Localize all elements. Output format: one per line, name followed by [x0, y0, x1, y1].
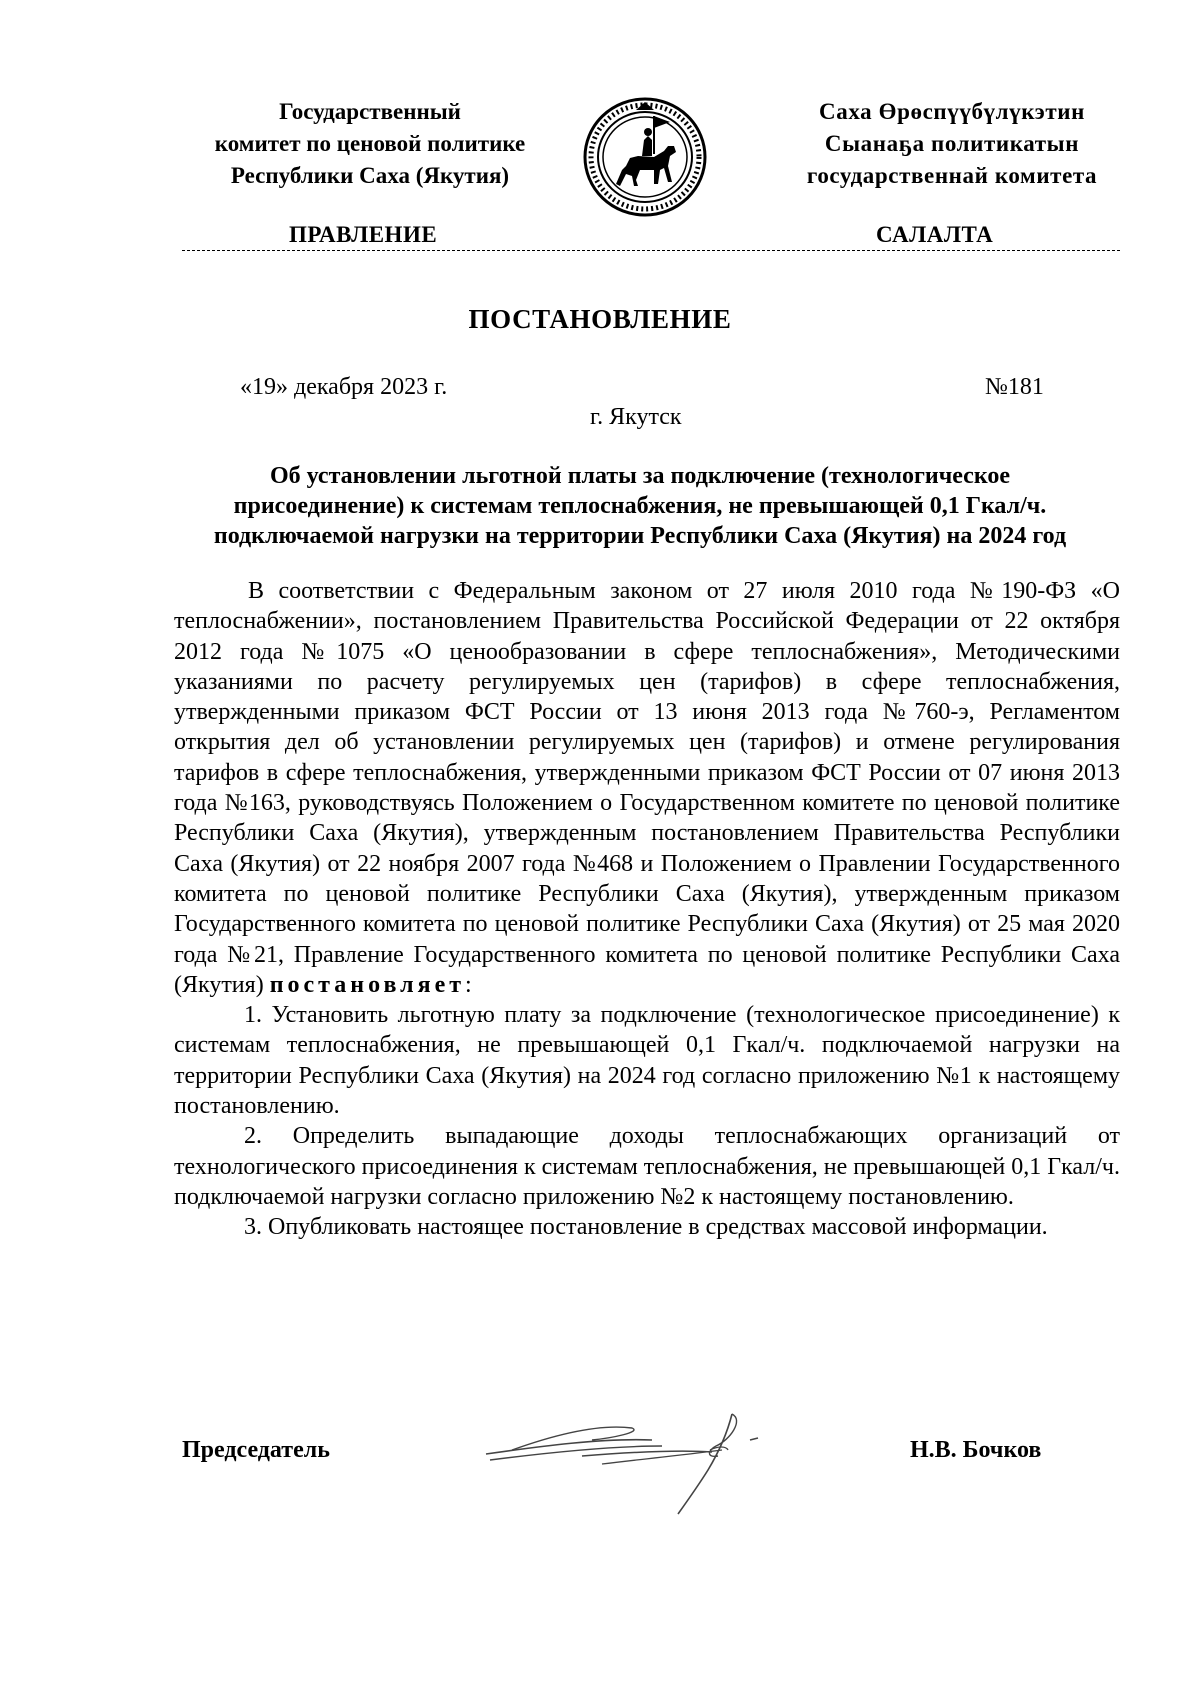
org-line: государственнай комитета — [806, 163, 1098, 188]
signatory-name: Н.В. Бочков — [910, 1437, 1042, 1463]
header-divider — [182, 250, 1120, 251]
resolves-colon: : — [465, 971, 472, 998]
organization-name-sakha — [752, 96, 1152, 192]
org-line: Сыанаҕа политикатын — [824, 131, 1080, 156]
resolution-item: 3. Опубликовать настоящее постановление в средствах массовой информации. — [244, 1214, 1048, 1241]
document-number: №181 — [985, 374, 1044, 400]
org-line: Республики Саха (Якутия) — [230, 163, 510, 188]
coat-of-arms-emblem-icon — [582, 96, 708, 218]
handwritten-signature-icon — [482, 1410, 798, 1516]
document-city: г. Якутск — [590, 404, 682, 430]
subject-line: Об установлении льготной платы за подключение (технологическое — [269, 463, 1010, 489]
board-label-sakha: САЛАЛТА — [876, 222, 994, 247]
document-title: ПОСТАНОВЛЕНИЕ — [468, 304, 732, 334]
resolution-item: 2. Определить выпадающие доходы теплоснабжающих организаций от технологического присоединения к системам теплоснабжения, не превышающей 0,1 Гкал/ч. подключаемой нагрузки согласно приложению №2 к настоящему постановлению. — [174, 1123, 1120, 1210]
signatory-position: Председатель — [182, 1437, 330, 1463]
organization-name-ru — [170, 96, 570, 192]
preamble-text: В соответствии с Федеральным законом от 27 июля 2010 года №190-ФЗ «О теплоснабжении», постановлением Правительства Российской Федерации от 22 октября 2012 года №1075 «О ценообразовании в сфере теплоснабжения», Методическими указаниями по расчету регулируемых цен (тарифов) в сфере теплоснабжения, утвержденными приказом ФСТ России от 13 июня 2013 года №760-э, Регламентом открытия дел об установлении регулируемых цен (тарифов) и отмене регулирования тарифов в сфере теплоснабжения, утвержденными приказом ФСТ России от 07 июня 2013 года №163, руководствуясь Положением о Государственном комитете по ценовой политике Республики Саха (Якутия), утвержденным постановлением Правительства Республики Саха (Якутия) от 22 ноября 2007 года №468 и Положением о Правлении Государственного комитета по ценовой политике Республики Саха (Якутия), утвержденным приказом Государственного комитета по ценовой политике Республики Саха (Якутия) от 25 мая 2020 года №21, Правление Государственного комитета по ценовой политике Республики Саха (Якутия) — [174, 578, 1120, 998]
document-subject — [160, 461, 1120, 551]
document-date: «19» декабря 2023 г. — [240, 374, 448, 400]
preamble-paragraph — [174, 576, 1120, 1000]
org-line: Государственный — [279, 99, 461, 124]
org-line: Саха Өрөспүүбүлүкэтин — [819, 99, 1085, 124]
document-body — [174, 576, 1120, 1243]
resolves-word: постановляет — [269, 971, 466, 998]
resolution-item: 1. Установить льготную плату за подключение (технологическое присоединение) к системам теплоснабжения, не превышающей 0,1 Гкал/ч. подключаемой нагрузки на территории Республики Саха (Якутия) на 2024 год согласно приложению №1 к настоящему постановлению. — [174, 1002, 1120, 1120]
org-line: комитет по ценовой политике — [214, 131, 526, 156]
board-label-ru: ПРАВЛЕНИЕ — [289, 222, 438, 247]
subject-line: присоединение) к системам теплоснабжения, не превышающей 0,1 Гкал/ч. — [233, 493, 1047, 519]
subject-line: подключаемой нагрузки на территории Республики Саха (Якутия) на 2024 год — [213, 523, 1067, 549]
